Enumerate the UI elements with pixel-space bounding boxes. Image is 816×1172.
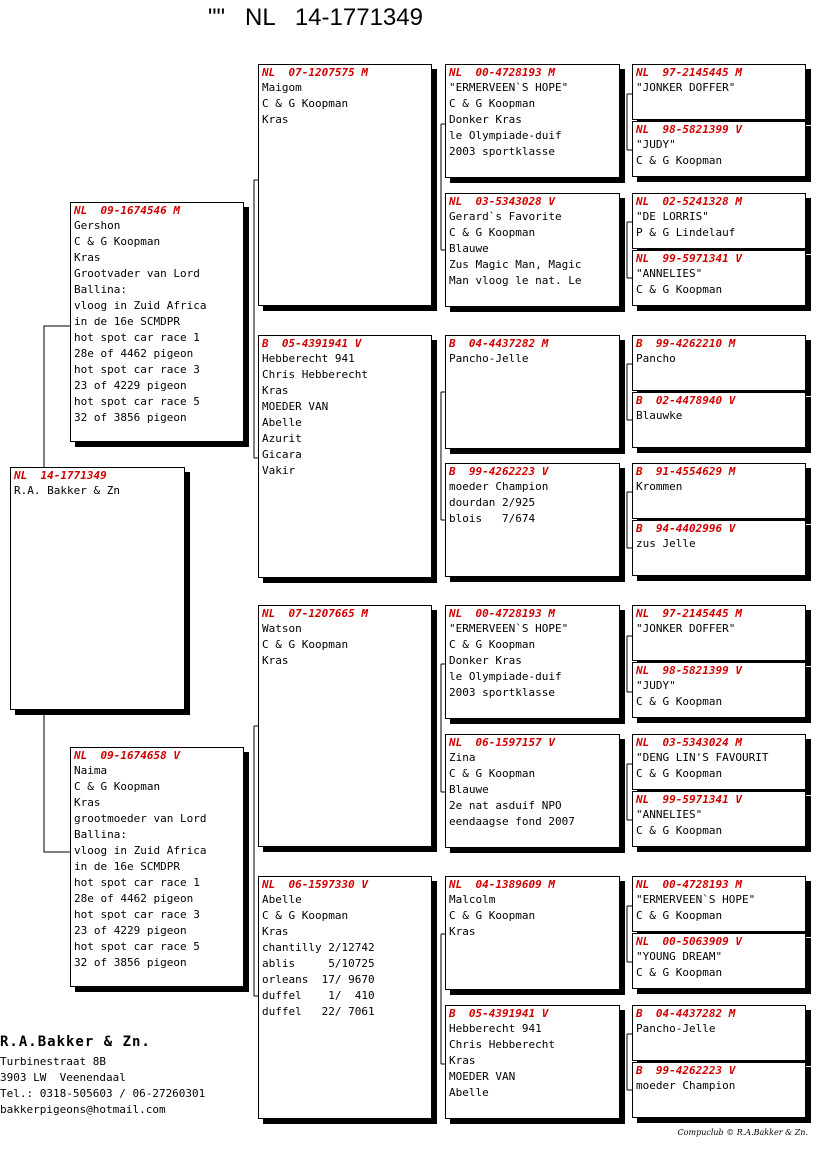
detail-line: "ERMERVEEN`S HOPE" xyxy=(636,893,756,906)
subject-pigeon-card xyxy=(10,467,185,710)
detail-line: P & G Lindelauf xyxy=(636,226,736,239)
detail-line: Pancho-Jelle xyxy=(636,1022,716,1035)
owner-phone: Tel.: 0318-505603 / 06-27260301 xyxy=(0,1087,206,1100)
gg-grandparent-card xyxy=(632,791,806,847)
detail-line: C & G Koopman xyxy=(449,767,536,780)
footer-credit: Compuclub © R.A.Bakker & Zn. xyxy=(677,1128,808,1137)
detail-line: dourdan 2/925 xyxy=(449,496,536,509)
detail-line: le Olympiade-duif xyxy=(449,129,562,142)
detail-line: Blauwe xyxy=(449,783,489,796)
detail-line: Grootvader van Lord xyxy=(74,267,200,280)
gg-grandparent-card xyxy=(632,734,806,790)
grandparent-card xyxy=(258,335,432,578)
detail-line: Gicara xyxy=(262,448,302,461)
detail-line: "ERMERVEEN`S HOPE" xyxy=(449,622,569,635)
detail-line: Vakir xyxy=(262,464,296,477)
detail-line: le Olympiade-duif xyxy=(449,670,562,683)
detail-line: Chris Hebberecht xyxy=(262,368,368,381)
ring-number: NL 00-4728193 M xyxy=(449,66,555,79)
detail-line: C & G Koopman xyxy=(636,154,723,167)
detail-line: Malcolm xyxy=(449,893,496,906)
detail-line: Maigom xyxy=(262,81,302,94)
page-title: "" NL 14-1771349 xyxy=(208,4,423,31)
ring-number: NL 04-1389609 M xyxy=(449,878,555,891)
detail-line: "JUDY" xyxy=(636,679,676,692)
gg-grandparent-card xyxy=(632,463,806,519)
detail-line: Hebberecht 941 xyxy=(262,352,355,365)
detail-line: Kras xyxy=(449,925,476,938)
ring-number: B 99-4262210 M xyxy=(636,337,736,350)
ring-number: NL 97-2145445 M xyxy=(636,607,742,620)
owner-name: R.A.Bakker & Zn. xyxy=(0,1034,151,1050)
detail-line: 2003 sportklasse xyxy=(449,686,555,699)
detail-line: moeder Champion xyxy=(449,480,549,493)
detail-line: hot spot car race 1 xyxy=(74,876,200,889)
detail-line: Blauwe xyxy=(449,242,489,255)
ring-number: NL 98-5821399 V xyxy=(636,664,742,677)
great-grandparent-card xyxy=(445,463,620,577)
detail-line: 23 of 4229 pigeon xyxy=(74,379,187,392)
ring-number: NL 14-1771349 xyxy=(14,469,107,482)
detail-line: MOEDER VAN xyxy=(449,1070,516,1083)
detail-line: C & G Koopman xyxy=(636,283,723,296)
detail-line: Blauwke xyxy=(636,409,683,422)
detail-line: R.A. Bakker & Zn xyxy=(14,484,120,497)
ring-number: B 04-4437282 M xyxy=(449,337,549,350)
grandparent-card xyxy=(258,64,432,306)
detail-line: Hebberecht 941 xyxy=(449,1022,542,1035)
detail-line: in de 16e SCMDPR xyxy=(74,860,180,873)
gg-grandparent-card xyxy=(632,392,806,448)
ring-number: NL 06-1597157 V xyxy=(449,736,555,749)
detail-line: hot spot car race 1 xyxy=(74,331,200,344)
ring-number: B 99-4262223 V xyxy=(449,465,549,478)
detail-line: C & G Koopman xyxy=(449,97,536,110)
detail-line: Abelle xyxy=(262,893,302,906)
detail-line: Zina xyxy=(449,751,476,764)
detail-line: Kras xyxy=(262,925,289,938)
detail-line: "DE LORRIS" xyxy=(636,210,709,223)
ring-number: NL 97-2145445 M xyxy=(636,66,742,79)
ring-number: B 91-4554629 M xyxy=(636,465,736,478)
ring-number: NL 00-5063909 V xyxy=(636,935,742,948)
detail-line: "DENG LIN'S FAVOURIT xyxy=(636,751,769,764)
ring-number: NL 00-4728193 M xyxy=(636,878,742,891)
detail-line: 32 of 3856 pigeon xyxy=(74,956,187,969)
detail-line: in de 16e SCMDPR xyxy=(74,315,180,328)
detail-line: C & G Koopman xyxy=(262,909,349,922)
detail-line: C & G Koopman xyxy=(74,235,161,248)
owner-email: bakkerpigeons@hotmail.com xyxy=(0,1103,166,1116)
detail-line: 2e nat asduif NPO xyxy=(449,799,562,812)
detail-line: eendaagse fond 2007 xyxy=(449,815,575,828)
detail-line: Kras xyxy=(262,654,289,667)
detail-line: Azurit xyxy=(262,432,302,445)
detail-line: hot spot car race 3 xyxy=(74,363,200,376)
detail-line: zus Jelle xyxy=(636,537,696,550)
detail-line: Kras xyxy=(74,796,101,809)
ring-number: NL 03-5343028 V xyxy=(449,195,555,208)
detail-line: "JONKER DOFFER" xyxy=(636,622,736,635)
detail-line: C & G Koopman xyxy=(449,638,536,651)
ring-number: NL 99-5971341 V xyxy=(636,793,742,806)
ring-number: NL 03-5343024 M xyxy=(636,736,742,749)
detail-line: grootmoeder van Lord xyxy=(74,812,207,825)
detail-line: C & G Koopman xyxy=(262,97,349,110)
gg-grandparent-card xyxy=(632,1062,806,1118)
gg-grandparent-card xyxy=(632,662,806,718)
detail-line: Ballina: xyxy=(74,828,127,841)
grandparent-card xyxy=(258,605,432,847)
ring-number: B 04-4437282 M xyxy=(636,1007,736,1020)
detail-line: C & G Koopman xyxy=(636,767,723,780)
detail-line: C & G Koopman xyxy=(449,226,536,239)
gg-grandparent-card xyxy=(632,520,806,576)
great-grandparent-card xyxy=(445,64,620,178)
great-grandparent-card xyxy=(445,734,620,848)
ring-number: NL 07-1207665 M xyxy=(262,607,368,620)
ring-number: B 94-4402996 V xyxy=(636,522,736,535)
ring-number: NL 09-1674546 M xyxy=(74,204,180,217)
gg-grandparent-card xyxy=(632,250,806,306)
ring-number: B 02-4478940 V xyxy=(636,394,736,407)
great-grandparent-card xyxy=(445,605,620,719)
detail-line: Chris Hebberecht xyxy=(449,1038,555,1051)
detail-line: C & G Koopman xyxy=(636,695,723,708)
owner-address: Turbinestraat 8B xyxy=(0,1055,106,1068)
gg-grandparent-card xyxy=(632,876,806,932)
detail-line: vloog in Zuid Africa xyxy=(74,299,207,312)
detail-line: duffel 22/ 7061 xyxy=(262,1005,375,1018)
ring-number: B 05-4391941 V xyxy=(262,337,362,350)
detail-line: moeder Champion xyxy=(636,1079,736,1092)
detail-line: "JONKER DOFFER" xyxy=(636,81,736,94)
detail-line: 2003 sportklasse xyxy=(449,145,555,158)
detail-line: chantilly 2/12742 xyxy=(262,941,375,954)
ring-number: NL 98-5821399 V xyxy=(636,123,742,136)
detail-line: orleans 17/ 9670 xyxy=(262,973,375,986)
great-grandparent-card xyxy=(445,1005,620,1119)
detail-line: C & G Koopman xyxy=(262,638,349,651)
detail-line: 28e of 4462 pigeon xyxy=(74,347,194,360)
detail-line: Gerard`s Favorite xyxy=(449,210,562,223)
ring-number: B 99-4262223 V xyxy=(636,1064,736,1077)
detail-line: Gershon xyxy=(74,219,121,232)
detail-line: "ANNELIES" xyxy=(636,808,703,821)
ring-number: NL 00-4728193 M xyxy=(449,607,555,620)
detail-line: Donker Kras xyxy=(449,654,522,667)
sire-card xyxy=(70,202,244,442)
detail-line: duffel 1/ 410 xyxy=(262,989,375,1002)
great-grandparent-card xyxy=(445,335,620,449)
detail-line: Kras xyxy=(262,384,289,397)
detail-line: C & G Koopman xyxy=(636,966,723,979)
detail-line: 32 of 3856 pigeon xyxy=(74,411,187,424)
detail-line: Pancho-Jelle xyxy=(449,352,529,365)
great-grandparent-card xyxy=(445,193,620,307)
ring-number: NL 02-5241328 M xyxy=(636,195,742,208)
gg-grandparent-card xyxy=(632,933,806,989)
detail-line: ablis 5/10725 xyxy=(262,957,375,970)
detail-line: hot spot car race 5 xyxy=(74,395,200,408)
detail-line: C & G Koopman xyxy=(636,909,723,922)
detail-line: Krommen xyxy=(636,480,683,493)
owner-city: 3903 LW Veenendaal xyxy=(0,1071,126,1084)
detail-line: Donker Kras xyxy=(449,113,522,126)
ring-number: NL 99-5971341 V xyxy=(636,252,742,265)
gg-grandparent-card xyxy=(632,1005,806,1061)
detail-line: 28e of 4462 pigeon xyxy=(74,892,194,905)
grandparent-card xyxy=(258,876,432,1119)
detail-line: C & G Koopman xyxy=(449,909,536,922)
detail-line: Abelle xyxy=(449,1086,489,1099)
detail-line: "JUDY" xyxy=(636,138,676,151)
great-grandparent-card xyxy=(445,876,620,990)
detail-line: blois 7/674 xyxy=(449,512,536,525)
gg-grandparent-card xyxy=(632,121,806,177)
detail-line: Kras xyxy=(262,113,289,126)
detail-line: "ANNELIES" xyxy=(636,267,703,280)
detail-line: Kras xyxy=(449,1054,476,1067)
owner-info xyxy=(0,1034,205,1118)
gg-grandparent-card xyxy=(632,64,806,120)
ring-number: B 05-4391941 V xyxy=(449,1007,549,1020)
detail-line: hot spot car race 5 xyxy=(74,940,200,953)
detail-line: vloog in Zuid Africa xyxy=(74,844,207,857)
detail-line: Pancho xyxy=(636,352,676,365)
detail-line: Man vloog le nat. Le xyxy=(449,274,582,287)
detail-line: "ERMERVEEN`S HOPE" xyxy=(449,81,569,94)
gg-grandparent-card xyxy=(632,335,806,391)
detail-line: Ballina: xyxy=(74,283,127,296)
detail-line: Watson xyxy=(262,622,302,635)
detail-line: MOEDER VAN xyxy=(262,400,329,413)
detail-line: hot spot car race 3 xyxy=(74,908,200,921)
gg-grandparent-card xyxy=(632,193,806,249)
ring-number: NL 09-1674658 V xyxy=(74,749,180,762)
detail-line: Naima xyxy=(74,764,108,777)
detail-line: 23 of 4229 pigeon xyxy=(74,924,187,937)
detail-line: Kras xyxy=(74,251,101,264)
ring-number: NL 07-1207575 M xyxy=(262,66,368,79)
gg-grandparent-card xyxy=(632,605,806,661)
detail-line: Abelle xyxy=(262,416,302,429)
detail-line: C & G Koopman xyxy=(74,780,161,793)
detail-line: "YOUNG DREAM" xyxy=(636,950,723,963)
dam-card xyxy=(70,747,244,987)
detail-line: Zus Magic Man, Magic xyxy=(449,258,582,271)
ring-number: NL 06-1597330 V xyxy=(262,878,368,891)
detail-line: C & G Koopman xyxy=(636,824,723,837)
